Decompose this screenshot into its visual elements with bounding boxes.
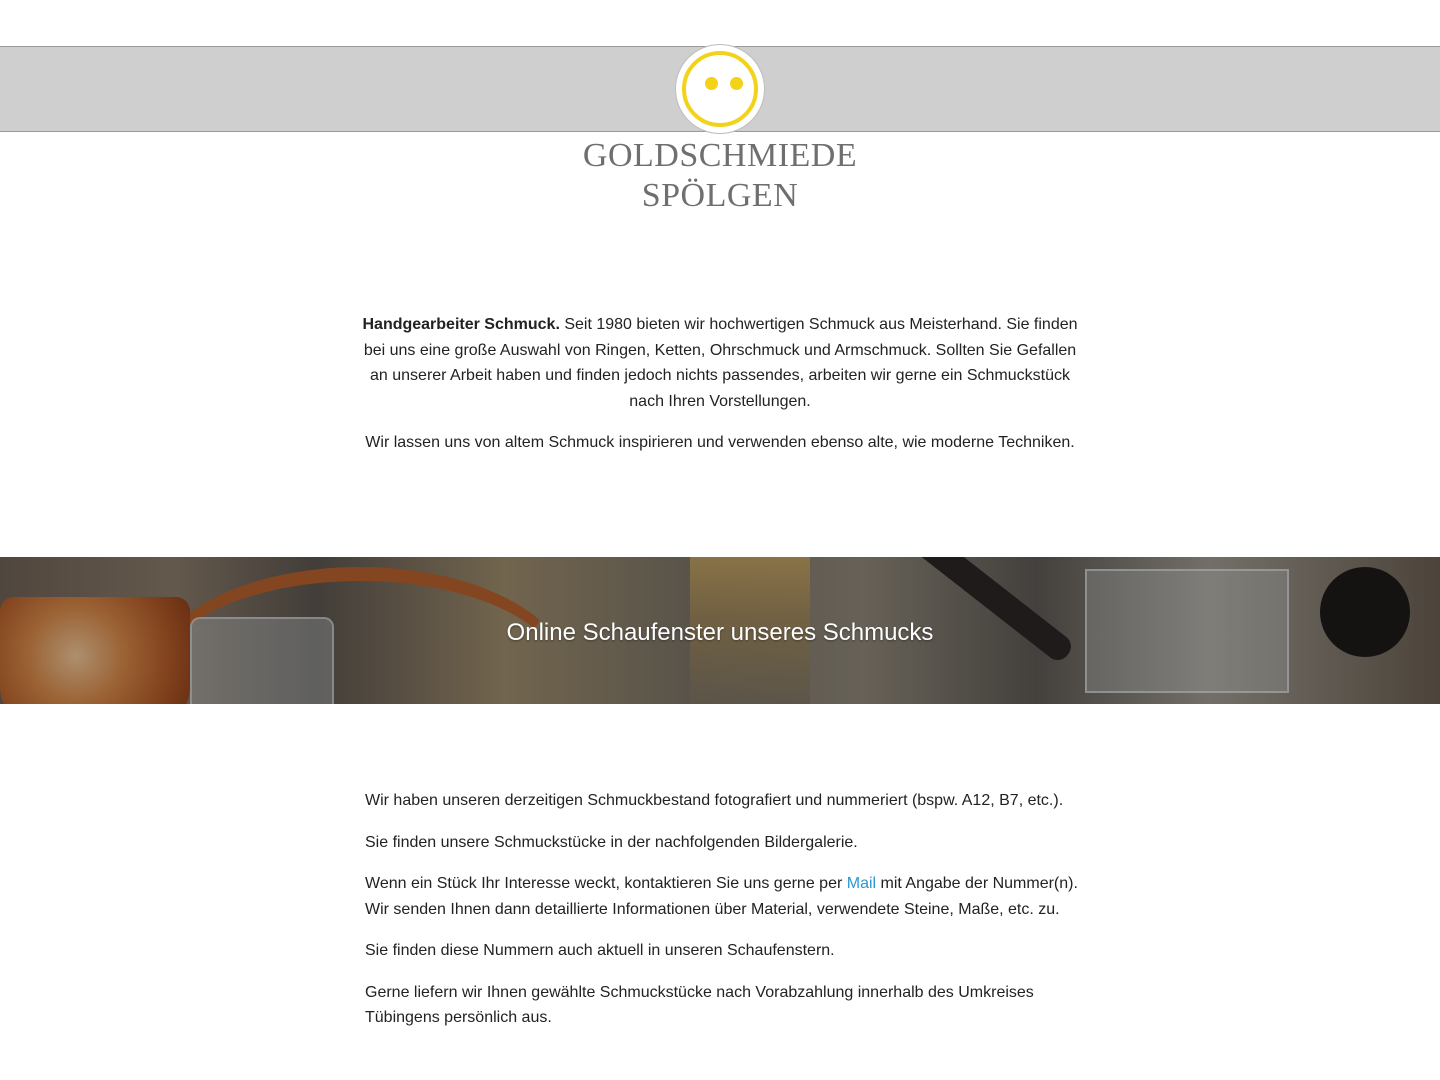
logo-line-1: GOLDSCHMIEDE (582, 137, 858, 174)
intro-paragraph-1 (360, 312, 1080, 414)
content-paragraph-4: Sie finden diese Nummern auch aktuell in unseren Schaufenstern. (365, 942, 835, 959)
content-paragraph-5: Gerne liefern wir Ihnen gewählte Schmuckstücke nach Vorabzahlung innerhalb des Umkreises Tübingens persönlich aus. (365, 983, 1034, 1026)
intro-bold-lead: Handgearbeiter Schmuck. (362, 316, 560, 333)
intro-section (360, 312, 1080, 472)
content-paragraph-1: Wir haben unseren derzeitigen Schmuckbestand fotografiert und nummeriert (bspw. A12, B7, etc.). (365, 792, 1064, 809)
smiley-left-eye (705, 77, 718, 90)
logo-line-2: SPÖLGEN (641, 177, 799, 214)
content-paragraph-3-end: mit Angabe der Nummer(n). Wir senden Ihnen dann detaillierte Informationen über Material, verwendete Steine, Maße, etc. zu. (365, 875, 1078, 918)
logo-emblem (675, 44, 765, 134)
hero-title: Online Schaufenster unseres Schmucks (506, 619, 934, 646)
content-paragraph-3 (365, 871, 1080, 922)
content-paragraph-3-start: Wenn ein Stück Ihr Interesse weckt, kontaktieren Sie uns gerne per (365, 875, 847, 892)
smiley-right-eye (730, 77, 743, 90)
content-section (365, 788, 1080, 1047)
logo-home-link[interactable] (560, 40, 880, 220)
intro-paragraph-1-text: Seit 1980 bieten wir hochwertigen Schmuck aus Meisterhand. Sie finden bei uns eine große Auswahl von Ringen, Ketten, Ohrschmuck und Armschmuck. Sollten Sie Gefallen an unserer Arbeit haben und finden jedoch nichts passendes, arbeiten wir gerne ein Schmuckstück nach Ihren Vorstellungen. (363, 316, 1078, 410)
intro-paragraph-2: Wir lassen uns von altem Schmuck inspirieren und verwenden ebenso alte, wie moderne Techniken. (365, 434, 1075, 451)
content-paragraph-2: Sie finden unsere Schmuckstücke in der nachfolgenden Bildergalerie. (365, 833, 858, 851)
logo-wordmark (560, 136, 880, 216)
hero-banner (0, 557, 1440, 704)
smiley-icon (682, 51, 758, 127)
mail-link[interactable]: Mail (846, 875, 877, 892)
